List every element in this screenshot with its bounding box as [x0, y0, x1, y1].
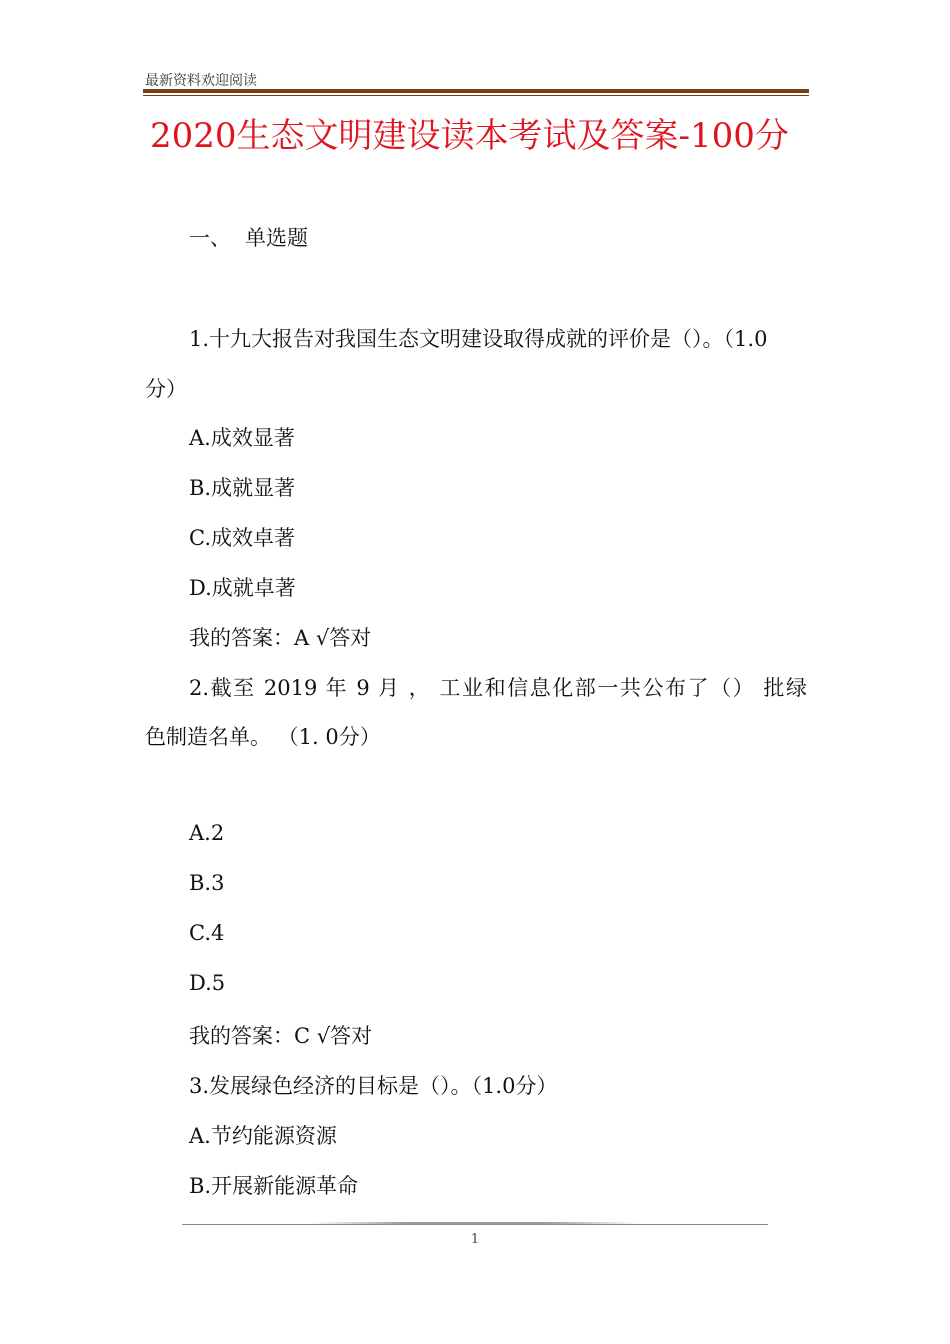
section-number: 一、 — [189, 226, 231, 250]
header-rule-thick — [143, 89, 809, 93]
question-1-option-a: A.成效显著 — [189, 426, 295, 450]
page-number: 1 — [470, 1232, 480, 1247]
question-1-option-d: D.成就卓著 — [189, 576, 296, 600]
document-title: 2020生态文明建设读本考试及答案-100分 — [150, 116, 789, 156]
question-3-option-b: B.开展新能源革命 — [189, 1174, 359, 1198]
question-2-text-line1: 2.截至 2019 年 9 月 ， 工业和信息化部一共公布了（） 批绿 — [189, 676, 807, 700]
question-2-option-c: C.4 — [189, 921, 225, 945]
header-rule-thin — [143, 95, 809, 96]
question-2-option-b: B.3 — [189, 871, 225, 895]
question-2-answer: 我的答案：C √答对 — [189, 1024, 373, 1048]
section-label: 单选题 — [245, 226, 308, 250]
question-1-text-line1: 1.十九大报告对我国生态文明建设取得成就的评价是（）。（1.0 — [189, 327, 768, 351]
footer-rule-shade — [310, 1222, 640, 1225]
question-1-answer: 我的答案：A √答对 — [189, 626, 372, 650]
question-1-text-line2: 分） — [145, 377, 187, 401]
question-3-option-a: A.节约能源资源 — [189, 1124, 337, 1148]
header-text: 最新资料欢迎阅读 — [145, 73, 257, 89]
section-heading — [189, 222, 308, 252]
question-1-option-c: C.成效卓著 — [189, 526, 295, 550]
question-3-text: 3.发展绿色经济的目标是（）。（1.0分） — [189, 1074, 558, 1098]
question-2-option-d: D.5 — [189, 971, 226, 995]
question-1-option-b: B.成就显著 — [189, 476, 296, 500]
question-2-option-a: A.2 — [189, 821, 225, 845]
question-2-text-line2: 色制造名单。 （1. 0分） — [145, 725, 381, 749]
